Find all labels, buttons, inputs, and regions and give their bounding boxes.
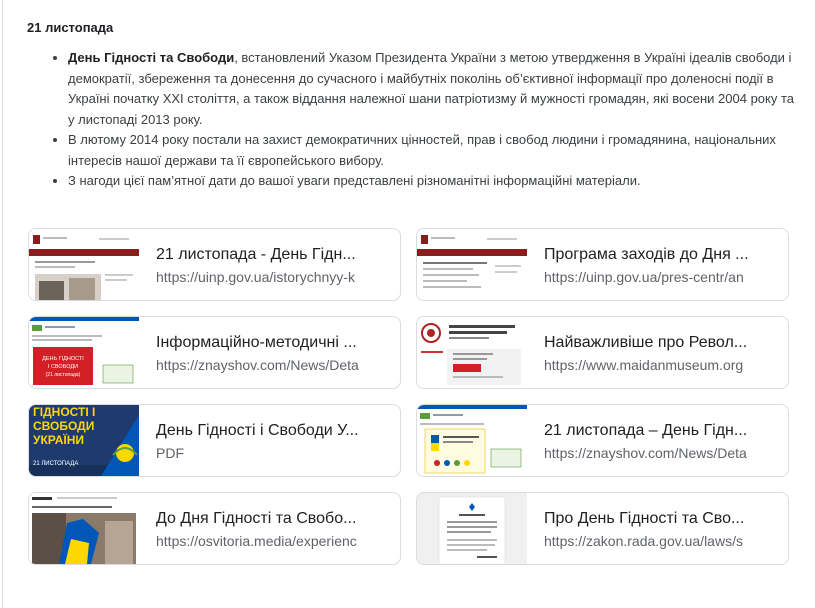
thumb-text: ГІДНОСТІ І	[33, 405, 96, 419]
card-url: https://osvitoria.media/experienc	[156, 533, 357, 549]
card-thumbnail	[417, 405, 527, 476]
bullet-text: , встановлений Указом Президента України з метою утвердження в Україні ідеалів свободи і демократії, збереження та донесення до сучасного і майбутніх поколінь об’єктивної інформації про доленосні події в Україні початку XXI століття, а також віддання належної шани патріотизму й мужності громадян, які восени 2004 року та у листопаді 2013 року.	[68, 50, 795, 127]
section-heading: 21 листопада	[27, 20, 114, 35]
card-url: https://uinp.gov.ua/pres-centr/an	[544, 269, 744, 285]
link-card-pdf[interactable]	[28, 404, 401, 477]
card-thumbnail	[29, 405, 139, 476]
bullet-list	[48, 48, 798, 192]
card-title: Інформаційно-методичні ...	[156, 334, 357, 351]
card-thumbnail	[29, 493, 139, 564]
bullet-item	[68, 171, 798, 192]
card-title: До Дня Гідності та Свобо...	[156, 510, 357, 527]
link-card-zakon-rada[interactable]	[416, 492, 789, 565]
card-url: https://zakon.rada.gov.ua/laws/s	[544, 533, 743, 549]
card-title: Про День Гідності та Сво...	[544, 510, 745, 527]
thumb-text: СВОБОДИ	[33, 419, 95, 433]
thumb-text: УКРАЇНИ	[33, 433, 85, 447]
card-url: https://znayshov.com/News/Deta	[156, 357, 359, 373]
card-title: Програма заходів до Дня ...	[544, 246, 749, 263]
card-thumbnail	[417, 229, 527, 300]
card-url: https://uinp.gov.ua/istorychnyy-k	[156, 269, 355, 285]
link-card-maidan-museum[interactable]	[416, 316, 789, 389]
link-card-uinp-program[interactable]	[416, 228, 789, 301]
card-thumbnail	[29, 317, 139, 388]
card-title: День Гідності і Свободи У...	[156, 422, 359, 439]
card-url: https://znayshov.com/News/Deta	[544, 445, 747, 461]
card-thumbnail	[417, 317, 527, 388]
thumb-text: ДЕНЬ ГІДНОСТІ	[42, 356, 84, 362]
thumb-text: (21 листопада)	[45, 372, 81, 378]
bullet-text: З нагоди цієї пам’ятної дати до вашої уваги представлені різноманітні інформаційні матеріали.	[68, 173, 641, 188]
link-card-znayshov-day[interactable]	[416, 404, 789, 477]
card-title: 21 листопада - День Гідн...	[156, 246, 356, 263]
thumb-text: 21 ЛИСТОПАДА	[33, 461, 79, 467]
bullet-bold: День Гідності та Свободи	[68, 50, 235, 65]
left-divider	[2, 0, 3, 608]
link-card-uinp-day[interactable]	[28, 228, 401, 301]
card-title: Найважливіше про Револ...	[544, 334, 748, 351]
thumb-text: І СВОБОДИ	[47, 364, 79, 370]
card-thumbnail	[29, 229, 139, 300]
card-url: PDF	[156, 445, 184, 461]
bullet-item	[68, 130, 798, 171]
card-url: https://www.maidanmuseum.org	[544, 357, 744, 373]
link-card-znayshov-methodical[interactable]	[28, 316, 401, 389]
card-title: 21 листопада – День Гідн...	[544, 422, 748, 439]
bullet-text: В лютому 2014 року постали на захист демократичних цінностей, прав і свобод людини і громадянина, національних інтересів нашої держави та її європейського вибору.	[68, 132, 776, 168]
bullet-item	[68, 48, 798, 130]
card-thumbnail	[417, 493, 527, 564]
link-card-osvitoria[interactable]	[28, 492, 401, 565]
